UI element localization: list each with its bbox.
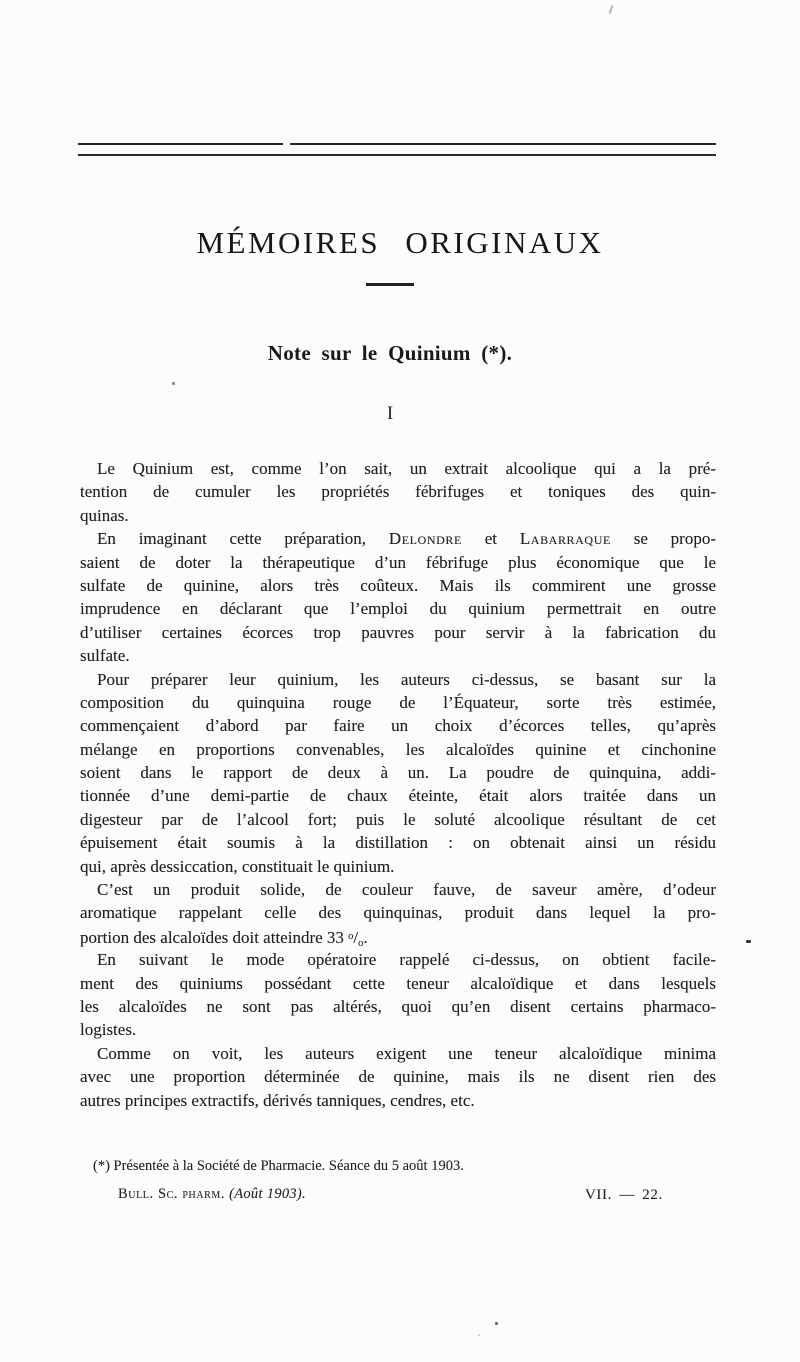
article-title: Note sur le Quinium (*). xyxy=(267,341,513,365)
title-divider xyxy=(366,283,414,286)
body-line: C’est un produit solide, de couleur fauve, de saveur amère, d’odeur xyxy=(97,880,716,900)
body-line: les alcaloïdes ne sont pas altérés, quoi qu’en disent certains pharmaco- xyxy=(80,996,716,1016)
body-line: digesteur par de l’alcool fort; puis le soluté alcoolique résultant de cet xyxy=(80,809,716,829)
body-line: avec une proportion déterminée de quinine, mais ils ne disent rien des xyxy=(80,1067,716,1087)
body-line: quinas. xyxy=(80,505,129,525)
scan-speck xyxy=(609,5,614,14)
body-line: En imaginant cette préparation, Delondre et Labarraque se propo- xyxy=(97,529,716,549)
body-line: sulfate de quinine, alors très coûteux. Mais ils commirent une grosse xyxy=(80,575,716,595)
body-line: composition du quinquina rouge de l’Équateur, sorte très estimée, xyxy=(80,692,716,712)
body-line: sulfate. xyxy=(80,646,130,666)
body-line: autres principes extractifs, dérivés tanniques, cendres, etc. xyxy=(80,1090,475,1110)
section-numeral: I xyxy=(386,403,394,424)
body-line: portion des alcaloïdes doit atteindre 33 $^o$/o. xyxy=(80,927,368,949)
text-segment-i: (Août 1903). xyxy=(229,1186,306,1202)
body-line: Le Quinium est, comme l’on sait, un extrait alcoolique qui a la pré- xyxy=(97,459,716,478)
body-line: mélange en proportions convenables, les alcaloïdes quinine et cinchonine xyxy=(80,739,716,759)
body-line: imprudence en déclarant que l’emploi du quinium permettrait en outre xyxy=(80,599,716,619)
body-line: En suivant le mode opératoire rappelé ci-dessus, on obtient facile- xyxy=(97,950,716,970)
body-line: épuisement était soumis à la distillation : on obtenait ainsi un résidu xyxy=(80,833,716,853)
body-line: logistes. xyxy=(80,1020,137,1040)
paragraph xyxy=(80,948,716,1042)
paragraph xyxy=(80,668,716,879)
text-segment-sup: o xyxy=(348,930,354,942)
body-line: d’utiliser certaines écorces trop pauvres pour servir à la fabrication du xyxy=(80,622,716,642)
body-line: commençaient d’abord par faire un choix d’écorces telles, qu’après xyxy=(80,716,716,736)
body-line: Pour préparer leur quinium, les auteurs ci-dessus, se basant sur la xyxy=(97,669,716,689)
body-line: Comme on voit, les auteurs exigent une teneur alcaloïdique minima xyxy=(97,1043,716,1063)
body-line: qui, après dessiccation, constituait le quinium. xyxy=(80,856,395,876)
footnote-text: (*) Présentée à la Société de Pharmacie. Séance du 5 août 1903. xyxy=(93,1158,464,1174)
body-line: soient dans le rapport de deux à un. La poudre de quinquina, addi- xyxy=(80,763,716,783)
text-segment-sc: Delondre xyxy=(388,529,462,549)
footnote xyxy=(80,1158,716,1175)
journal-reference xyxy=(118,1186,306,1203)
text-segment-sc: Labarraque xyxy=(519,529,611,549)
scan-speck xyxy=(746,940,751,943)
scan-speck xyxy=(495,1322,498,1325)
paragraph xyxy=(80,878,716,948)
body-line: tention de cumuler les propriétés fébrifuges et toniques des quin- xyxy=(80,482,716,502)
scan-speck xyxy=(478,1334,480,1336)
paragraph xyxy=(80,1042,716,1112)
signature-mark: VII. — 22. xyxy=(585,1187,663,1203)
body-line: aromatique rappelant celle des quinquinas, produit dans lequel la pro- xyxy=(80,903,716,923)
body-line: tionnée d’une demi-partie de chaux éteinte, était alors traitée dans un xyxy=(80,786,716,806)
article-body xyxy=(80,457,716,1112)
rule-print-gap xyxy=(283,142,290,146)
paragraph xyxy=(80,457,716,527)
paragraph xyxy=(80,527,716,667)
scan-speck xyxy=(172,382,175,385)
section-title: MÉMOIRES ORIGINAUX xyxy=(196,225,604,260)
text-segment-sc: Bull. Sc. pharm. xyxy=(118,1186,226,1202)
body-line: ment des quiniums possédant cette teneur alcaloïdique et dans lesquels xyxy=(80,973,716,993)
body-line: saient de doter la thérapeutique d’un fébrifuge plus économique que le xyxy=(80,552,716,572)
header-double-rule xyxy=(78,143,716,156)
text-segment-sub: o xyxy=(358,937,364,949)
